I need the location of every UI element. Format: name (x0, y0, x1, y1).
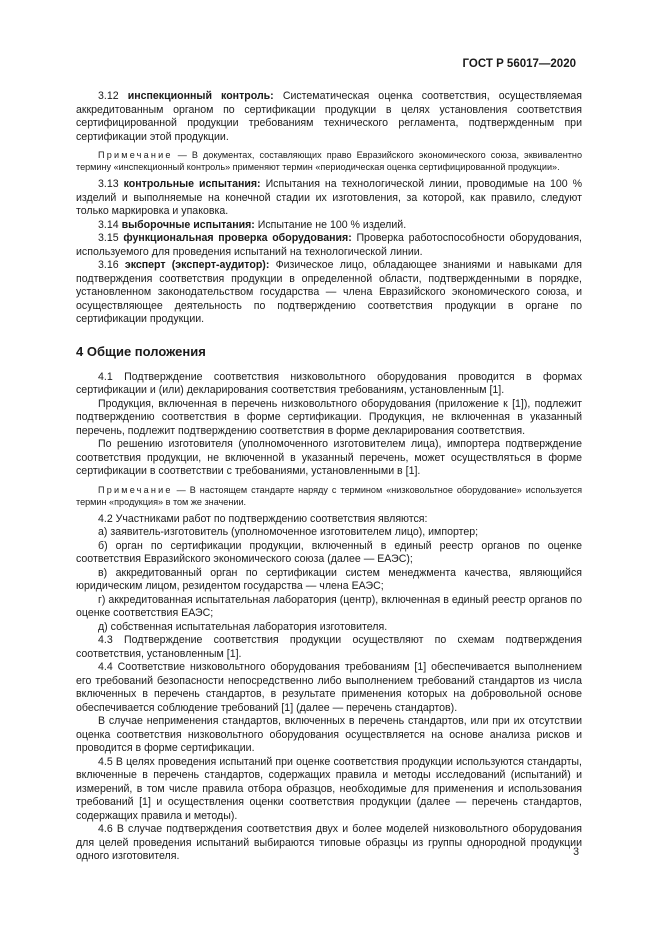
paragraph-4-5: 4.5 В целях проведения испытаний при оценке соответствия продукции используются стандарты, включенные в перечень стандартов, содержащих правила и методы исследований (испытаний) и измерений, в том числе правила отбора образцов, необходимые для применения и использования требований [1] и осуществления оценки соответствия продукции (далее — перечень стандартов, содержащих правила и методы). (76, 755, 582, 822)
document-number: ГОСТ Р 56017—2020 (462, 58, 576, 70)
definition-3-16: 3.16 эксперт (эксперт-аудитор): Физическое лицо, обладающее знаниями и навыками для подтверждения соответствия продукции в определенной области, подтвержденными в порядке, установленном законодательством государства — члена Евразийского экономического союза, и осуществляющее деятельность по подтверждению соответствия продукции в органе по сертификации продукции. (76, 259, 582, 325)
term: инспекционный контроль: (127, 90, 274, 102)
paragraph: По решению изготовителя (уполномоченного изготовителем лица), импортера подтверждение соответствия продукции, не включенной в указанный перечень, может осуществляться в форме сертификации в соответствии с требованиями, установленными в [1]. (76, 438, 582, 477)
paragraph-4-6: 4.6 В случае подтверждения соответствия двух и более моделей низковольтного оборудования для целей проведения испытаний выбираются типовые образцы из группы однородной продукции одного изготовителя. (76, 823, 582, 862)
note-low-voltage: Примечание — В настоящем стандарте наряду с термином «низковольтное оборудование» используется термин «продукция» в том же значении. (76, 484, 582, 507)
term: выборочные испытания: (121, 218, 255, 231)
paragraph-4-1: 4.1 Подтверждение соответствия низковольтного оборудования проводится в формах сертификации и (или) декларирования соответствия требованиям, установленным [1]. (76, 370, 582, 396)
definition-3-13: 3.13 контрольные испытания: Испытания на технологической линии, проводимые на 100 % изделий и выполняемые на конечной стадии их изготовления, за которой, как правило, следуют только маркировка и упаковка. (76, 178, 582, 217)
definition-3-15: 3.15 функциональная проверка оборудования: Проверка работоспособности оборудования, используемого для проведения испытаний на технологической линии. (76, 232, 583, 258)
term: функциональная проверка оборудования: (123, 232, 352, 244)
term: контрольные испытания: (123, 178, 261, 190)
list-item: б) орган по сертификации продукции, включенный в единый реестр органов по оценке соответствия Евразийского экономического союза (далее — ЕАЭС); (76, 539, 582, 565)
list-item: в) аккредитованный орган по сертификации систем менеджмента качества, являющийся юридическим лицом, резидентом государства — члена ЕАЭС; (76, 566, 582, 592)
section-title: 4 Общие положения (76, 343, 206, 359)
list-item: д) собственная испытательная лаборатория изготовителя. (98, 620, 388, 633)
list-item: а) заявитель-изготовитель (уполномоченное изготовителем лицо), импортер; (98, 526, 479, 538)
term: эксперт (эксперт-аудитор): (124, 259, 270, 271)
paragraph: Продукция, включенная в перечень низковольтного оборудования (приложение к [1]), подлежит подтверждению соответствия в форме сертификации. Продукция, не включенная в указанный перечень, подлежит подтверждению соответствия в форме декларирования соответствия. (76, 397, 582, 437)
paragraph-4-2: 4.2 Участниками работ по подтверждению соответствия являются: (98, 512, 428, 525)
paragraph-4-3: 4.3 Подтверждение соответствия продукции осуществляют по схемам подтверждения соответствия, установленным [1]. (76, 634, 582, 660)
paragraph: В случае неприменения стандартов, включенных в перечень стандартов, или при их отсутствии оценка соответствия низковольтного оборудования осуществляется на основе анализа рисков и проводится в форме сертификации. (76, 715, 582, 754)
definition-3-14: 3.14 выборочные испытания: Испытание не 100 % изделий. (98, 218, 407, 231)
page-content (76, 90, 582, 864)
definition-3-12: 3.12 инспекционный контроль: Систематическая оценка соответствия, осуществляемая аккредитованным органом по сертификации продукции в целях установления соответствия сертифицированной продукции требованиям технического регламента, подтвержденным при сертификации этой продукции. (76, 90, 582, 143)
paragraph-4-4: 4.4 Соответствие низковольтного оборудования требованиям [1] обеспечивается выполнением его требований безопасности непосредственно либо выполнением требований стандартов из числа включенных в перечень стандартов, в результате применения которых на добровольной основе обеспечивается соблюдение требований [1] (далее — перечень стандартов). (76, 661, 582, 714)
page-number: 3 (573, 846, 579, 858)
note-inspection-control: Примечание — В документах, составляющих право Евразийского экономического союза, эквивалентно термину «инспекционный контроль» применяют термин «периодическая оценка сертифицированной продукции». (76, 150, 583, 172)
list-item: г) аккредитованная испытательная лаборатория (центр), включенная в единый реестр органов по оценке соответствия ЕАЭС; (76, 593, 582, 619)
